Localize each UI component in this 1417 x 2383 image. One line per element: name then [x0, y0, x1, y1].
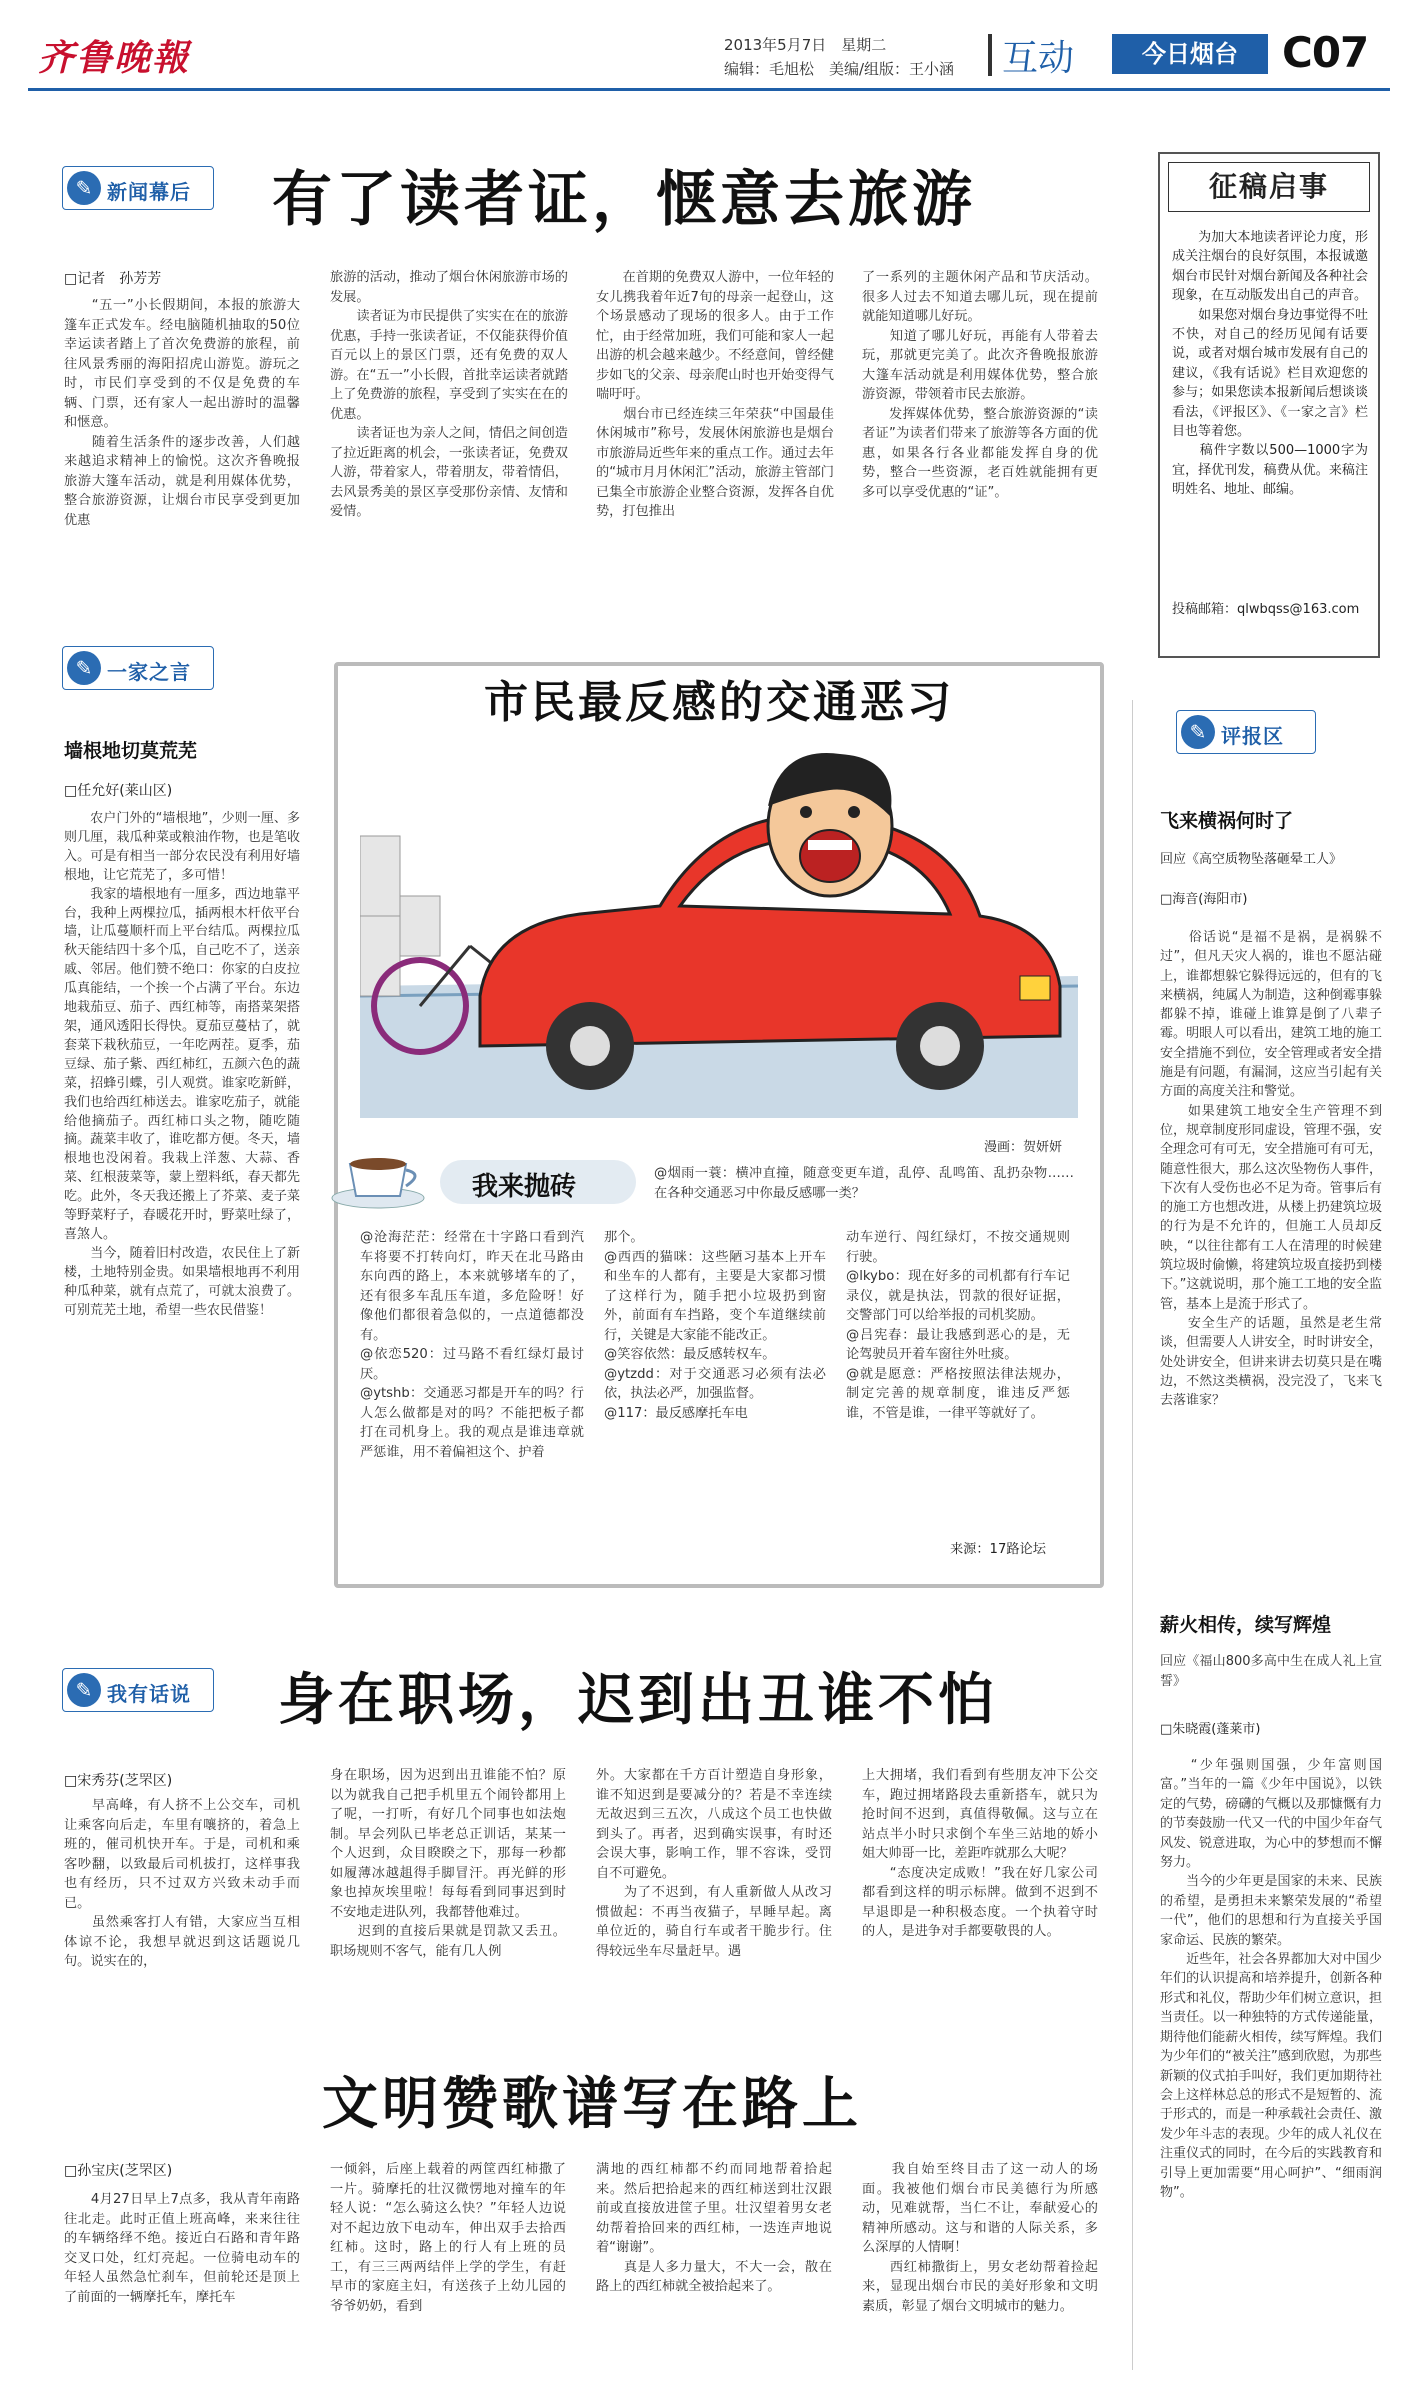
article-column: 身在职场，因为迟到出丑谁能不怕？原以为就我自己把手机里五个闹铃都用上了呢，一打听，有好几个同事也如法炮制。早会列队已毕老总正训话，某某一个人迟到，众目睽睽之下，那每一秒都如履薄冰越趄得手脚冒汗。再光鲜的形象也掉灰埃里啦！每每看到同事迟到时不安地走进队列，我都替他难过。 迟到的直接后果就是罚款又丢丑。职场规则不客气，能有几人例 — [330, 1768, 566, 1959]
column-rule — [1132, 700, 1133, 2370]
newspaper-logo: 齐鲁晚報 — [38, 37, 191, 79]
section-tag-label: 一家之言 — [107, 660, 191, 684]
section-tag-news — [62, 166, 214, 210]
traffic-cartoon — [360, 746, 1078, 1118]
issue-date: 2013年5月7日 星期二 — [724, 36, 887, 54]
review-title: 飞来横祸何时了 — [1160, 810, 1294, 832]
article-column: 一倾斜，后座上载着的两筐西红柿撒了一片。骑摩托的壮汉微愣地对撞车的年轻人说：“怎么骑这么快？”年轻人边说对不起边放下电动车，伸出双手去拾西红柿。这时，路上的行人有上班的员工，有三三两两结伴上学的学生，有赶早市的家庭主妇，有送孩子上幼儿园的爷爷奶奶，看到 — [330, 2162, 566, 2314]
section-tag-opinion — [62, 646, 214, 690]
article-column: 外。大家都在千方百计塑造自身形象，谁不知迟到是要减分的？若是不幸连续无故迟到三五次，八成这个员工也快做到头了。再者，迟到确实误事，有时还会误大事，影响工作，罪不容诛，受罚自不可避免。 为了不迟到，有人重新做人从改习惯做起：不再当夜猫子，早睡早起。离单位近的，骑自行车或者干脆步行。住得较远坐车尽量赶早。遇 — [596, 1768, 832, 1959]
section-name: 互动 — [1002, 38, 1075, 79]
driver — [768, 753, 892, 896]
forum-column: @沧海茫茫：经常在十字路口看到汽车将要不打转向灯，昨天在北马路由东向西的路上，本来就够堵车的了，还有很多车乱压车道，多危险呀！好像他们都很着急似的，一点道德都没有。 @依恋520：过马路不看红绿灯最讨厌。 @ytshb：交通恶习都是开车的吗？行人怎么做都是对的吗？不能把板子都打在司机身上。我的观点是谁违章就严惩谁，用不着偏袒这个、护着 — [360, 1230, 584, 1460]
article-column: 我自始至终目击了这一动人的场面。我被他们烟台市民美德行为所感动，见难就帮，当仁不让，奉献爱心的精神所感动。这与和谐的人际关系，多么深厚的人情啊！ 西红柿撒街上，男女老幼帮着捡起来，显现出烟台市民的美好形象和文明素质，彰显了烟台文明城市的魅力。 — [862, 2162, 1098, 2314]
byline: □任允好(莱山区) — [64, 783, 173, 799]
pen-icon: ✎ — [67, 171, 101, 205]
forum-column: 那个。 @西西的猫咪：这些陋习基本上开车和坐车的人都有，主要是大家都习惯了这样行为，随手把小垃圾扔到窗外，前面有车挡路，变个车道继续前行，关键是大家能不能改正。 @笑容依然：最反感转权车。 @ytzdd：对于交通恶习必须有法必依，执法必严，加强监督。 @117：最反感摩托车电 — [604, 1230, 826, 1421]
article-column: 早高峰，有人挤不上公交车，司机让乘客向后走，车里有嚷挤的，着急上班的，催司机快开车。于是，司机和乘客吵翻，以致最后司机拔打，这样事我也有经历，只不过双方兴致未动手而已。 虽然乘客打人有错，大家应当互相体谅不论，我想早就迟到这话题说几句。说实在的， — [64, 1798, 300, 1969]
article-column: 上大拥堵，我们看到有些朋友冲下公交车，跑过拥堵路段去重新搭车，就只为抢时间不迟到，真值得敬佩。这与立在站点半小时只求倒个车坐三站地的娇小姐大帅哥一比，差距咋就那么大呢？ “态度决定成败！”我在好几家公司都看到这样的明示标牌。做到不迟到不早退即是一种积极态度。一个执着守时的人，是进争对手都要敬畏的人。 — [862, 1768, 1098, 1939]
editors-credit: 编辑：毛旭松 美编/组版：王小涵 — [724, 60, 955, 78]
article-column: 旅游的活动，推动了烟台休闲旅游市场的发展。 读者证为市民提供了实实在在的旅游优惠，手持一张读者证，不仅能获得价值百元以上的景区门票，还有免费的双人游。在“五一”小长假，首批幸运读者就踏上了免费游的旅程，享受到了实实在在的优惠。 读者证也为亲人之间，情侣之间创造了拉近距离的机会，一张读者证，免费双人游，带着家人，带着朋友，带着情侣，去风景秀美的景区享受那份亲情、友情和爱情。 — [330, 270, 568, 519]
article-column: 在首期的免费双人游中，一位年轻的女儿携我着年近7旬的母亲一起登山，这个场景感动了现场的很多人。由于工作忙，由于经常加班，我们可能和家人一起出游的机会越来越少。不经意间，曾经健步如飞的父亲、母亲爬山时也开始变得气喘吁吁。 烟台市已经连续三年荣获“中国最佳休闲城市”称号，发展休闲旅游也是烟台市旅游局近些年来的重点工作。通过去年的“城市月月休闲汇”活动，旅游主管部门已集全市旅游企业整合资源，发挥各自优势，打包推出 — [596, 270, 834, 519]
opinion-body: 农户门外的“墙根地”，少则一厘、多则几厘，栽瓜种菜或粮油作物，也是笔收入。可是有相当一部分农民没有利用好墙根地，让它荒芜了，多可惜！ 我家的墙根地有一厘多，西边地靠平台，我种上两棵拉瓜，插两根木杆依平台墙，让瓜蔓顺杆而上平台结瓜。两棵拉瓜秋天能结四十多个瓜，自己吃不了，送亲戚、邻居。他们赞不绝口：你家的白皮拉瓜真能结，一个挨一个占满了平台。东边地栽茄豆、茄子、西红柿等，南搭菜架搭架，通风透阳长得快。夏茄豆蔓枯了，就套菜下栽秋茄豆，一年吃两茬。夏季，茄豆绿、茄子紫、西红柿红，五颜六色的蔬菜，招蜂引蝶，引人观赏。谁家吃新鲜，我们也给西红柿送去。谁家吃茄子，就能给他摘茄子。西红柿口头之物，随吃随摘。蔬菜丰收了，谁吃都方便。冬天，墙根地也没闲着。我栽上洋葱、大蒜、香菜、红根菠菜等，蒙上塑料纸，春天都先吃。此外，冬天我还搬上了芥菜、麦子菜等野菜籽子，春暖花开时，野菜吐绿了，喜煞人。 当今，随着旧村改造，农民住上了新楼，土地特别金贵。如果墙根地再不利用种瓜种菜，就有点荒了，可就太浪费了。可别荒芜土地，希望一些农民借鉴！ — [64, 811, 300, 1318]
notice-body: 为加大本地读者评论力度，形成关注烟台的良好氛围，本报诚邀烟台市民针对烟台新闻及各种社会现象，在互动版发出自己的声音。 如果您对烟台身边事觉得不吐不快，对自己的经历见闻有话要说，或者对烟台城市发展有自己的建议，《我有话说》栏目欢迎您的参与；如果您读本报新闻后想谈谈看法，《评报区》、《一家之言》栏目也等着您。 稿件字数以500—1000字为宜，择优刊发，稿费从优。来稿注明姓名、地址、邮编。 — [1172, 230, 1368, 498]
section-tag-label: 评报区 — [1221, 724, 1284, 748]
byline: □宋秀芬(芝罘区) — [64, 1773, 173, 1789]
masthead-rule — [28, 88, 1390, 91]
review-body: “少年强则国强，少年富则国富。”当年的一篇《少年中国说》，以铁定的气势，磅礴的气概以及那慷慨有力的节奏鼓励一代又一代的中国少年奋气风发、锐意进取，为心中的梦想而不懈努力。 当今的少年更是国家的未来、民族的希望，是勇担未来繁荣发展的“希望一代”，他们的思想和行为直接关乎国家命运、民族的繁荣。 近些年，社会各界都加大对中国少年们的认识提高和培养提升，创新各种形式和礼仪，帮助少年们树立意识，担当责任。以一种独特的方式传递能量，期待他们能薪火相传，续写辉煌。我们为少年们的“被关注”感到欣慰，为那些新颖的仪式拍手叫好，我们更加期待社会上这样林总总的形式不是短暂的、流于形式的，而是一种承载社会责任、激发少年斗志的表现。少年的成人礼仪在注重仪式的同时，在今后的实践教育和引导上更加需要“用心呵护”、“细雨润物”。 — [1160, 1758, 1382, 2200]
article-column: 满地的西红柿都不约而同地帮着拾起来。然后把拾起来的西红柿送到壮汉跟前或直接放进筐子里。壮汉望着男女老幼帮着拾回来的西红柿，一迭连声地说着“谢谢”。 真是人多力量大，不大一会，散在路上的西红柿就全被拾起来了。 — [596, 2162, 832, 2294]
article-column: 了一系列的主题休闲产品和节庆活动。很多人过去不知道去哪儿玩，现在提前就能知道哪儿好玩。 知道了哪儿好玩，再能有人带着去玩，那就更完美了。此次齐鲁晚报旅游大篷车活动就是利用媒体优势，整合旅游资源，带领着市民去旅游。 发挥媒体优势，整合旅游资源的“读者证”为读者们带来了旅游等各方面的优惠，如果各行各业都能发挥自身的优势，整合一些资源，老百姓就能拥有更多可以享受优惠的“证”。 — [862, 270, 1098, 500]
byline: □海音(海阳市) — [1160, 892, 1248, 907]
coffee-cup-icon — [328, 1146, 440, 1210]
call-for-submissions-box — [1158, 152, 1380, 658]
review-body: 俗话说“是福不是祸，是祸躲不过”，但凡天灾人祸的，谁也不愿沾碰上，谁都想躲它躲得远远的，但有的飞来横祸，纯属人为制造，这种倒霉事躲都躲不掉，谁碰上谁算是倒了八辈子霉。明眼人可以看出，建筑工地的施工安全措施不到位，安全管理或者安全措施是有问题，有漏洞，这应当引起有关方面的高度关注和警觉。 如果建筑工地安全生产管理不到位，规章制度形同虚设，管理不强，安全理念可有可无，安全措施可有可无，随意性很大，那么这次坠物伤人事件，下次有人受伤也必不足为奇。管事后有的施工方也想改进，从楼上扔建筑垃圾的行为是不允许的，但施工人员却反映，“以往往都有工人在清理的时候建筑垃圾时偷懒，将建筑垃圾直接扔到楼下。”这就说明，那个施工工地的安全监管，基本上是流于形式了。 安全生产的话题，虽然是老生常谈，但需要人人讲安全，时时讲安全，处处讲安全，但讲来讲去切莫只是在嘴边，不然这类横祸，没完没了，飞来飞去落谁家？ — [1160, 930, 1382, 1409]
forum-source: 来源：17路论坛 — [950, 1542, 1046, 1557]
region-badge: 今日烟台 — [1112, 34, 1268, 74]
article-headline: 有了读者证，惬意去旅游 — [272, 165, 976, 235]
section-tag-voice — [62, 1668, 214, 1712]
notice-title: 征稿启事 — [1168, 162, 1370, 212]
byline: □孙宝庆(芝罘区) — [64, 2163, 173, 2179]
cartoon-caption: 漫画：贺妍妍 — [984, 1140, 1063, 1155]
pen-icon: ✎ — [67, 1673, 101, 1707]
section-tag-label: 我有话说 — [107, 1682, 191, 1706]
review-reference: 回应《高空质物坠落砸晕工人》 — [1160, 852, 1343, 867]
masthead — [0, 0, 1417, 100]
forum-column: 动车逆行、闯红绿灯，不按交通规则行驶。 @lkybo：现在好多的司机都有行车记录仪，就是执法，罚款的很好证据，交警部门可以给举报的司机奖励。 @吕宪春：最让我感到恶心的是，无论驾驶员开着车窗往外吐痰。 @就是愿意：严格按照法律法规办，制定完善的规章制度，谁违反严惩谁，不管是谁，一律平等就好了。 — [846, 1230, 1070, 1421]
pen-icon: ✎ — [67, 651, 101, 685]
opinion-title: 墙根地切莫荒芜 — [64, 740, 198, 762]
divider — [988, 34, 992, 76]
article-headline: 文明赞歌谱写在路上 — [322, 2071, 862, 2137]
notice-email: 投稿邮箱：qlwbqss@163.com — [1172, 602, 1360, 617]
byline: □朱晓霞(蓬莱市) — [1160, 1722, 1261, 1737]
review-title: 薪火相传，续写辉煌 — [1160, 1614, 1332, 1636]
article-column: 4月27日早上7点多，我从青年南路往北走。此时正值上班高峰，来来往往的车辆络绎不绝。接近白石路和青年路交叉口处，红灯亮起。一位骑电动车的年轻人虽然急忙刹车，但前轮还是顶上了前面的一辆摩托车，摩托车 — [64, 2192, 300, 2305]
page-number: C07 — [1282, 28, 1369, 77]
feature-title: 市民最反感的交通恶习 — [474, 666, 964, 722]
cartoon-illustration — [360, 746, 1078, 1118]
forum-intro: @烟雨一蓑：横冲直撞，随意变更车道，乱停、乱鸣笛、乱扔杂物……在各种交通恶习中你最反感哪一类？ — [654, 1166, 1074, 1201]
article-column: “五一”小长假期间，本报的旅游大篷车正式发车。经电脑随机抽取的50位幸运读者踏上了首次免费游的旅程，前往风景秀丽的海阳招虎山游览。游玩之时，市民们享受到的不仅是免费的车辆、门票，还有家人一起出游时的温馨和惬意。 随着生活条件的逐步改善，人们越来越追求精神上的愉悦。这次齐鲁晚报旅游大篷车活动，就是利用媒体优势，整合旅游资源，让烟台市民享受到更加优惠 — [64, 298, 300, 528]
section-tag-label: 新闻幕后 — [107, 180, 191, 204]
section-tag-review — [1176, 710, 1316, 754]
byline: □记者 孙芳芳 — [64, 271, 162, 287]
pen-icon: ✎ — [1181, 715, 1215, 749]
article-headline: 身在职场，迟到出丑谁不怕 — [278, 1667, 998, 1733]
review-reference: 回应《福山800多高中生在成人礼上宣誓》 — [1160, 1654, 1382, 1689]
banner-label: 我来抛砖 — [472, 1172, 577, 1202]
